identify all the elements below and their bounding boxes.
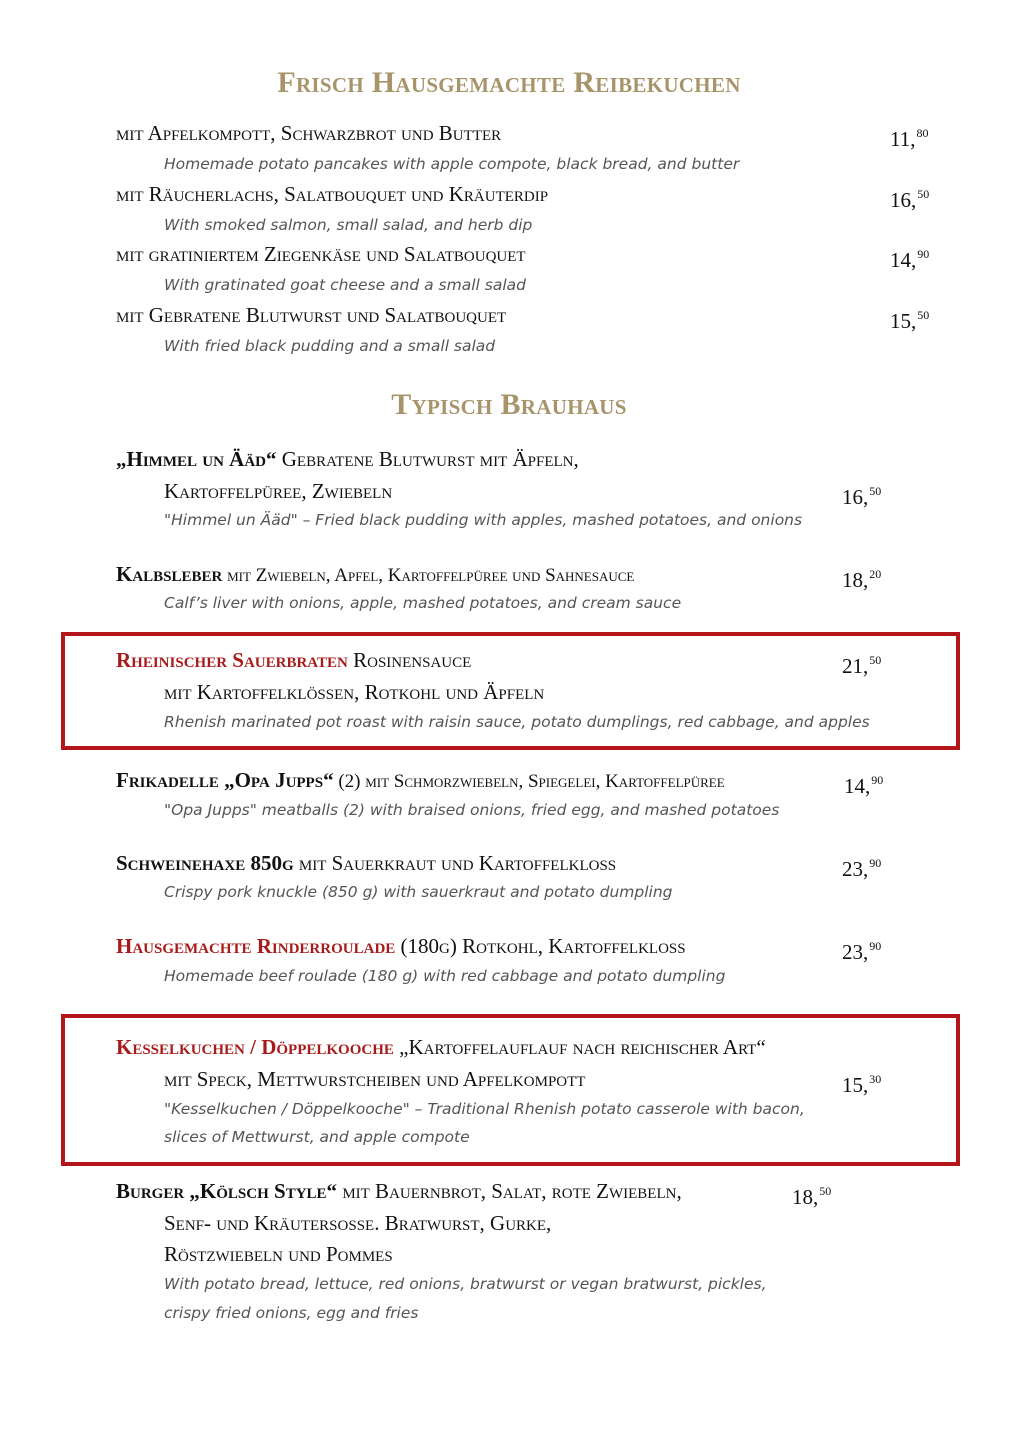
dish-name: Schweinehaxe 850g	[116, 851, 294, 875]
menu-item-de: mit Räucherlachs, Salatbouquet und Kräuterdip	[116, 182, 549, 206]
menu-item-de: „Himmel un Ääd“ Gebratene Blutwurst mit Äpfeln,	[116, 447, 579, 471]
menu-item-en: Calf’s liver with onions, apple, mashed potatoes, and cream sauce	[164, 594, 682, 612]
menu-item-price: 16,50	[890, 187, 930, 212]
menu-item-de: Senf- und Kräutersoße. Bratwurst, Gurke,	[164, 1211, 552, 1235]
menu-item-en: "Opa Jupps" meatballs (2) with braised onions, fried egg, and mashed potatoes	[164, 801, 780, 819]
menu-item-price: 21,50	[842, 653, 882, 678]
dish-name: Rheinischer Sauerbraten	[116, 648, 348, 672]
menu-item-price: 14,90	[890, 247, 930, 272]
dish-name: Hausgemachte Rinderroulade	[116, 934, 396, 958]
menu-item-de: mit Speck, Mettwurstcheiben und Apfelkompott	[164, 1067, 586, 1091]
menu-item-de: mit gratiniertem Ziegenkäse und Salatbouquet	[116, 242, 526, 266]
menu-item-en: With fried black pudding and a small salad	[164, 337, 496, 355]
menu-item-de: Burger „Kölsch Style“ mit Bauernbrot, Salat, rote Zwiebeln,	[116, 1179, 682, 1203]
menu-item-price: 11,80	[890, 126, 929, 151]
section-title-reibekuchen: Frisch Hausgemachte Reibekuchen	[277, 66, 741, 99]
menu-item-en: crispy fried onions, egg and fries	[164, 1304, 419, 1322]
menu-item-price: 16,50	[842, 484, 882, 509]
menu-item-de: Schweinehaxe 850g mit Sauerkraut und Kartoffelkloß	[116, 851, 617, 875]
menu-item-price: 18,20	[842, 567, 882, 592]
menu-item-price: 18,50	[792, 1184, 832, 1209]
menu-item-en: With smoked salmon, small salad, and herb dip	[164, 216, 533, 234]
menu-item-en: "Himmel un Ääd" – Fried black pudding with apples, mashed potatoes, and onions	[164, 511, 803, 529]
menu-item-de: Röstzwiebeln und Pommes	[164, 1242, 393, 1266]
menu-item-price: 15,50	[890, 308, 930, 333]
menu-item-de: mit Apfelkompott, Schwarzbrot und Butter	[116, 121, 502, 145]
menu-item-price: 15,30	[842, 1072, 882, 1097]
dish-name: Burger „Kölsch Style“	[116, 1179, 338, 1203]
menu-item-en: With potato bread, lettuce, red onions, bratwurst or vegan bratwurst, pickles,	[164, 1275, 767, 1293]
menu-item-de: Kesselkuchen / Döppelkooche „Kartoffelauflauf nach reichischer Art“	[116, 1035, 766, 1059]
menu-item-de: Frikadelle „Opa Jupps“ (2) mit Schmorzwiebeln, Spiegelei, Kartoffelpüree	[116, 768, 725, 792]
dish-name: „Himmel un Ääd“	[116, 447, 277, 471]
dish-name: Kesselkuchen / Döppelkooche	[116, 1035, 394, 1059]
menu-item-de: mit Gebratene Blutwurst und Salatbouquet	[116, 303, 507, 327]
menu-item-en: slices of Mettwurst, and apple compote	[164, 1128, 470, 1146]
menu-item-en: Homemade beef roulade (180 g) with red cabbage and potato dumpling	[164, 967, 726, 985]
menu-item-de: Rheinischer Sauerbraten Rosinensauce	[116, 648, 472, 672]
menu-item-en: Crispy pork knuckle (850 g) with sauerkraut and potato dumpling	[164, 883, 673, 901]
section-title-brauhaus: Typisch Brauhaus	[391, 388, 627, 421]
menu-item-price: 23,90	[842, 856, 882, 881]
menu-item-en: "Kesselkuchen / Döppelkooche" – Traditional Rhenish potato casserole with bacon,	[164, 1100, 805, 1118]
menu-item-en: Homemade potato pancakes with apple compote, black bread, and butter	[164, 155, 740, 173]
menu-item-de: Kartoffelpüree, Zwiebeln	[164, 479, 393, 503]
menu-item-de: Hausgemachte Rinderroulade (180g) Rotkohl, Kartoffelkloß	[116, 934, 686, 958]
menu-item-en: Rhenish marinated pot roast with raisin sauce, potato dumplings, red cabbage, and apples	[164, 713, 870, 731]
dish-name: Kalbsleber	[116, 562, 223, 586]
menu-item-price: 14,90	[844, 773, 884, 798]
menu-item-en: With gratinated goat cheese and a small salad	[164, 276, 526, 294]
menu-item-price: 23,90	[842, 939, 882, 964]
menu-item-de: mit Kartoffelklößen, Rotkohl und Äpfeln	[164, 680, 545, 704]
menu-item-de: Kalbsleber mit Zwiebeln, Apfel, Kartoffelpüree und Sahnesauce	[116, 562, 635, 586]
dish-name: Frikadelle „Opa Jupps“	[116, 768, 334, 792]
